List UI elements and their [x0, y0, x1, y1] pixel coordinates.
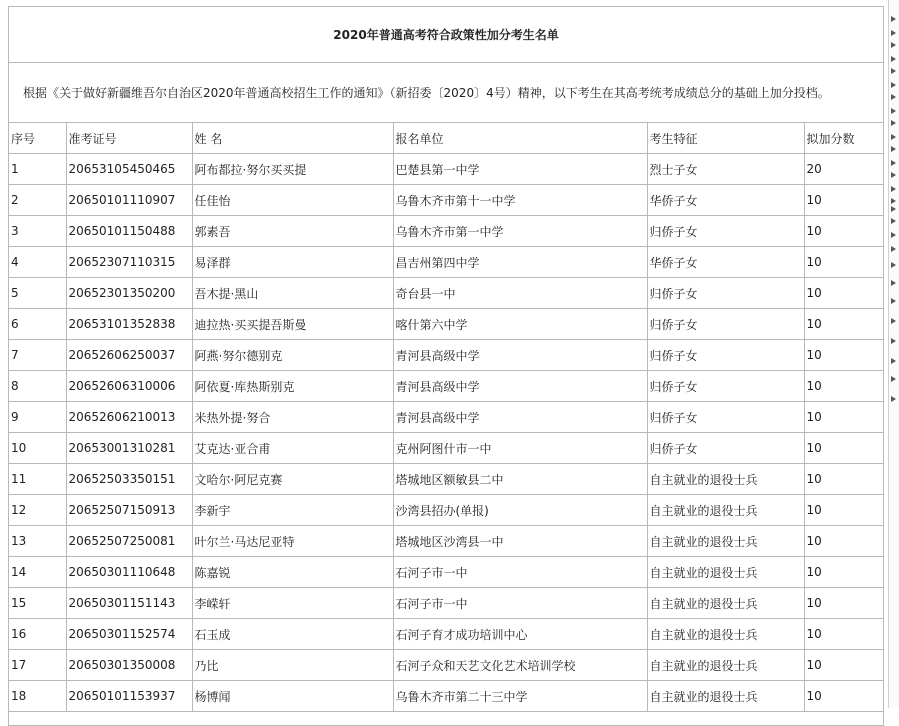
table-row — [9, 402, 883, 433]
cell-exam-id: 20652307110315 — [66, 247, 192, 278]
cell-name: 易泽群 — [192, 247, 393, 278]
cell-exam-id: 20650101150488 — [66, 216, 192, 247]
collapse-arrow-icon[interactable] — [891, 232, 896, 238]
cell-exam-id: 20650101153937 — [66, 681, 192, 712]
cell-index: 17 — [9, 650, 66, 681]
cell-school: 克州阿图什市一中 — [393, 433, 647, 464]
column-header-name: 姓 名 — [192, 123, 393, 154]
cell-index: 9 — [9, 402, 66, 433]
cell-name: 迪拉热·买买提吾斯曼 — [192, 309, 393, 340]
column-header-category: 考生特征 — [647, 123, 804, 154]
cell-bonus: 10 — [804, 495, 883, 526]
collapse-arrow-icon[interactable] — [891, 298, 896, 304]
cell-exam-id: 20652606210013 — [66, 402, 192, 433]
cell-exam-id: 20650301110648 — [66, 557, 192, 588]
cell-bonus: 10 — [804, 340, 883, 371]
cell-exam-id: 20652606310006 — [66, 371, 192, 402]
cell-exam-id: 20650301350008 — [66, 650, 192, 681]
cell-index: 8 — [9, 371, 66, 402]
collapse-arrow-icon[interactable] — [891, 358, 896, 364]
table-row — [9, 278, 883, 309]
collapse-arrow-icon[interactable] — [891, 56, 896, 62]
cell-exam-id: 20650301152574 — [66, 619, 192, 650]
cell-bonus: 10 — [804, 309, 883, 340]
collapse-arrow-icon[interactable] — [891, 42, 896, 48]
document-title: 2020年普通高考符合政策性加分考生名单 — [9, 7, 883, 63]
cell-bonus: 10 — [804, 278, 883, 309]
cell-school: 塔城地区沙湾县一中 — [393, 526, 647, 557]
cell-school: 石河子育才成功培训中心 — [393, 619, 647, 650]
cell-school: 石河子众和天艺文化艺术培训学校 — [393, 650, 647, 681]
collapse-arrow-icon[interactable] — [891, 206, 896, 212]
cell-index: 10 — [9, 433, 66, 464]
cell-bonus: 10 — [804, 371, 883, 402]
cell-exam-id: 20652503350151 — [66, 464, 192, 495]
cell-index: 4 — [9, 247, 66, 278]
cell-bonus: 10 — [804, 464, 883, 495]
collapse-arrow-icon[interactable] — [891, 120, 896, 126]
cell-index: 13 — [9, 526, 66, 557]
cell-name: 阿布都拉·努尔买买提 — [192, 154, 393, 185]
cell-index: 7 — [9, 340, 66, 371]
cell-school: 乌鲁木齐市第一中学 — [393, 216, 647, 247]
collapse-arrow-icon[interactable] — [891, 82, 896, 88]
cell-category: 自主就业的退役士兵 — [647, 557, 804, 588]
cell-name: 叶尔兰·马达尼亚特 — [192, 526, 393, 557]
table-row — [9, 340, 883, 371]
collapse-arrow-icon[interactable] — [891, 146, 896, 152]
cell-bonus: 10 — [804, 216, 883, 247]
cell-school: 青河县高级中学 — [393, 371, 647, 402]
cell-name: 任佳怡 — [192, 185, 393, 216]
collapse-arrow-icon[interactable] — [891, 198, 896, 204]
collapse-arrow-icon[interactable] — [891, 262, 896, 268]
table-row — [9, 309, 883, 340]
cell-exam-id: 20650301151143 — [66, 588, 192, 619]
column-header-index: 序号 — [9, 123, 66, 154]
collapse-arrow-icon[interactable] — [891, 338, 896, 344]
cell-exam-id: 20652606250037 — [66, 340, 192, 371]
cell-category: 自主就业的退役士兵 — [647, 619, 804, 650]
collapse-arrow-icon[interactable] — [891, 134, 896, 140]
cell-category: 自主就业的退役士兵 — [647, 526, 804, 557]
table-row — [9, 526, 883, 557]
column-header-school: 报名单位 — [393, 123, 647, 154]
cell-index: 11 — [9, 464, 66, 495]
cell-bonus: 10 — [804, 557, 883, 588]
collapse-arrow-icon[interactable] — [891, 186, 896, 192]
cell-school: 青河县高级中学 — [393, 340, 647, 371]
cell-name: 郭素吾 — [192, 216, 393, 247]
cell-school: 乌鲁木齐市第十一中学 — [393, 185, 647, 216]
table-row — [9, 650, 883, 681]
cell-category: 自主就业的退役士兵 — [647, 495, 804, 526]
table-body — [9, 154, 883, 712]
side-scroll-rail — [888, 0, 899, 708]
cell-category: 烈士子女 — [647, 154, 804, 185]
cell-name: 米热外提·努合 — [192, 402, 393, 433]
cell-bonus: 10 — [804, 650, 883, 681]
table-row — [9, 681, 883, 712]
table-row — [9, 464, 883, 495]
cell-bonus: 10 — [804, 681, 883, 712]
table-row — [9, 619, 883, 650]
cell-name: 李嵘轩 — [192, 588, 393, 619]
cell-bonus: 10 — [804, 619, 883, 650]
cell-exam-id: 20653001310281 — [66, 433, 192, 464]
table-row — [9, 154, 883, 185]
cell-category: 归侨子女 — [647, 309, 804, 340]
cell-school: 石河子市一中 — [393, 557, 647, 588]
cell-name: 石玉成 — [192, 619, 393, 650]
table-row — [9, 588, 883, 619]
cell-name: 阿燕·努尔德别克 — [192, 340, 393, 371]
cell-bonus: 10 — [804, 402, 883, 433]
collapse-arrow-icon[interactable] — [891, 396, 896, 402]
cell-name: 乃比 — [192, 650, 393, 681]
collapse-arrow-icon[interactable] — [891, 108, 896, 114]
cell-exam-id: 20652507150913 — [66, 495, 192, 526]
cell-school: 石河子市一中 — [393, 588, 647, 619]
cell-index: 2 — [9, 185, 66, 216]
column-header-exam-id: 准考证号 — [66, 123, 192, 154]
collapse-arrow-icon[interactable] — [891, 376, 896, 382]
cell-category: 自主就业的退役士兵 — [647, 681, 804, 712]
collapse-arrow-icon[interactable] — [891, 68, 896, 74]
cell-bonus: 10 — [804, 526, 883, 557]
cell-category: 华侨子女 — [647, 185, 804, 216]
cell-index: 16 — [9, 619, 66, 650]
cell-school: 巴楚县第一中学 — [393, 154, 647, 185]
cell-bonus: 10 — [804, 433, 883, 464]
cell-index: 1 — [9, 154, 66, 185]
cell-exam-id: 20653105450465 — [66, 154, 192, 185]
collapse-arrow-icon[interactable] — [891, 94, 896, 100]
table-row — [9, 557, 883, 588]
collapse-arrow-icon[interactable] — [891, 172, 896, 178]
cell-index: 12 — [9, 495, 66, 526]
collapse-arrow-icon[interactable] — [891, 30, 896, 36]
cell-category: 归侨子女 — [647, 340, 804, 371]
collapse-arrow-icon[interactable] — [891, 280, 896, 286]
cell-category: 自主就业的退役士兵 — [647, 650, 804, 681]
cell-bonus: 20 — [804, 154, 883, 185]
cell-name: 阿依夏·库热斯别克 — [192, 371, 393, 402]
cell-category: 自主就业的退役士兵 — [647, 588, 804, 619]
cell-exam-id: 20650101110907 — [66, 185, 192, 216]
intro-paragraph: 根据《关于做好新疆维吾尔自治区2020年普通高校招生工作的通知》（新招委〔2020〕4号）精神，以下考生在其高考统考成绩总分的基础上加分投档。 — [9, 63, 883, 123]
cell-school: 昌吉州第四中学 — [393, 247, 647, 278]
cell-name: 文哈尔·阿尼克赛 — [192, 464, 393, 495]
cell-school: 青河县高级中学 — [393, 402, 647, 433]
table-row — [9, 216, 883, 247]
cell-exam-id: 20652507250081 — [66, 526, 192, 557]
cell-category: 归侨子女 — [647, 402, 804, 433]
table-header-row — [9, 123, 883, 154]
cell-category: 华侨子女 — [647, 247, 804, 278]
table-row — [9, 371, 883, 402]
collapse-arrow-icon[interactable] — [891, 16, 896, 22]
table-row — [9, 185, 883, 216]
document-frame — [8, 6, 884, 726]
collapse-arrow-icon[interactable] — [891, 318, 896, 324]
candidate-table — [9, 123, 883, 712]
cell-index: 15 — [9, 588, 66, 619]
column-header-bonus: 拟加分数 — [804, 123, 883, 154]
cell-bonus: 10 — [804, 588, 883, 619]
cell-index: 18 — [9, 681, 66, 712]
cell-bonus: 10 — [804, 247, 883, 278]
cell-name: 艾克达·亚合甫 — [192, 433, 393, 464]
cell-school: 沙湾县招办(单报) — [393, 495, 647, 526]
cell-index: 5 — [9, 278, 66, 309]
cell-school: 塔城地区额敏县二中 — [393, 464, 647, 495]
table-row — [9, 495, 883, 526]
cell-name: 李新宇 — [192, 495, 393, 526]
cell-category: 归侨子女 — [647, 278, 804, 309]
cell-exam-id: 20652301350200 — [66, 278, 192, 309]
cell-school: 喀什第六中学 — [393, 309, 647, 340]
cell-name: 杨博闻 — [192, 681, 393, 712]
table-row — [9, 247, 883, 278]
cell-bonus: 10 — [804, 185, 883, 216]
cell-school: 奇台县一中 — [393, 278, 647, 309]
cell-school: 乌鲁木齐市第二十三中学 — [393, 681, 647, 712]
cell-category: 归侨子女 — [647, 371, 804, 402]
cell-exam-id: 20653101352838 — [66, 309, 192, 340]
cell-name: 陈嘉锐 — [192, 557, 393, 588]
cell-category: 自主就业的退役士兵 — [647, 464, 804, 495]
collapse-arrow-icon[interactable] — [891, 246, 896, 252]
cell-category: 归侨子女 — [647, 433, 804, 464]
cell-index: 3 — [9, 216, 66, 247]
collapse-arrow-icon[interactable] — [891, 218, 896, 224]
cell-name: 吾木提·黑山 — [192, 278, 393, 309]
collapse-arrow-icon[interactable] — [891, 160, 896, 166]
cell-index: 6 — [9, 309, 66, 340]
cell-index: 14 — [9, 557, 66, 588]
cell-category: 归侨子女 — [647, 216, 804, 247]
table-row — [9, 433, 883, 464]
